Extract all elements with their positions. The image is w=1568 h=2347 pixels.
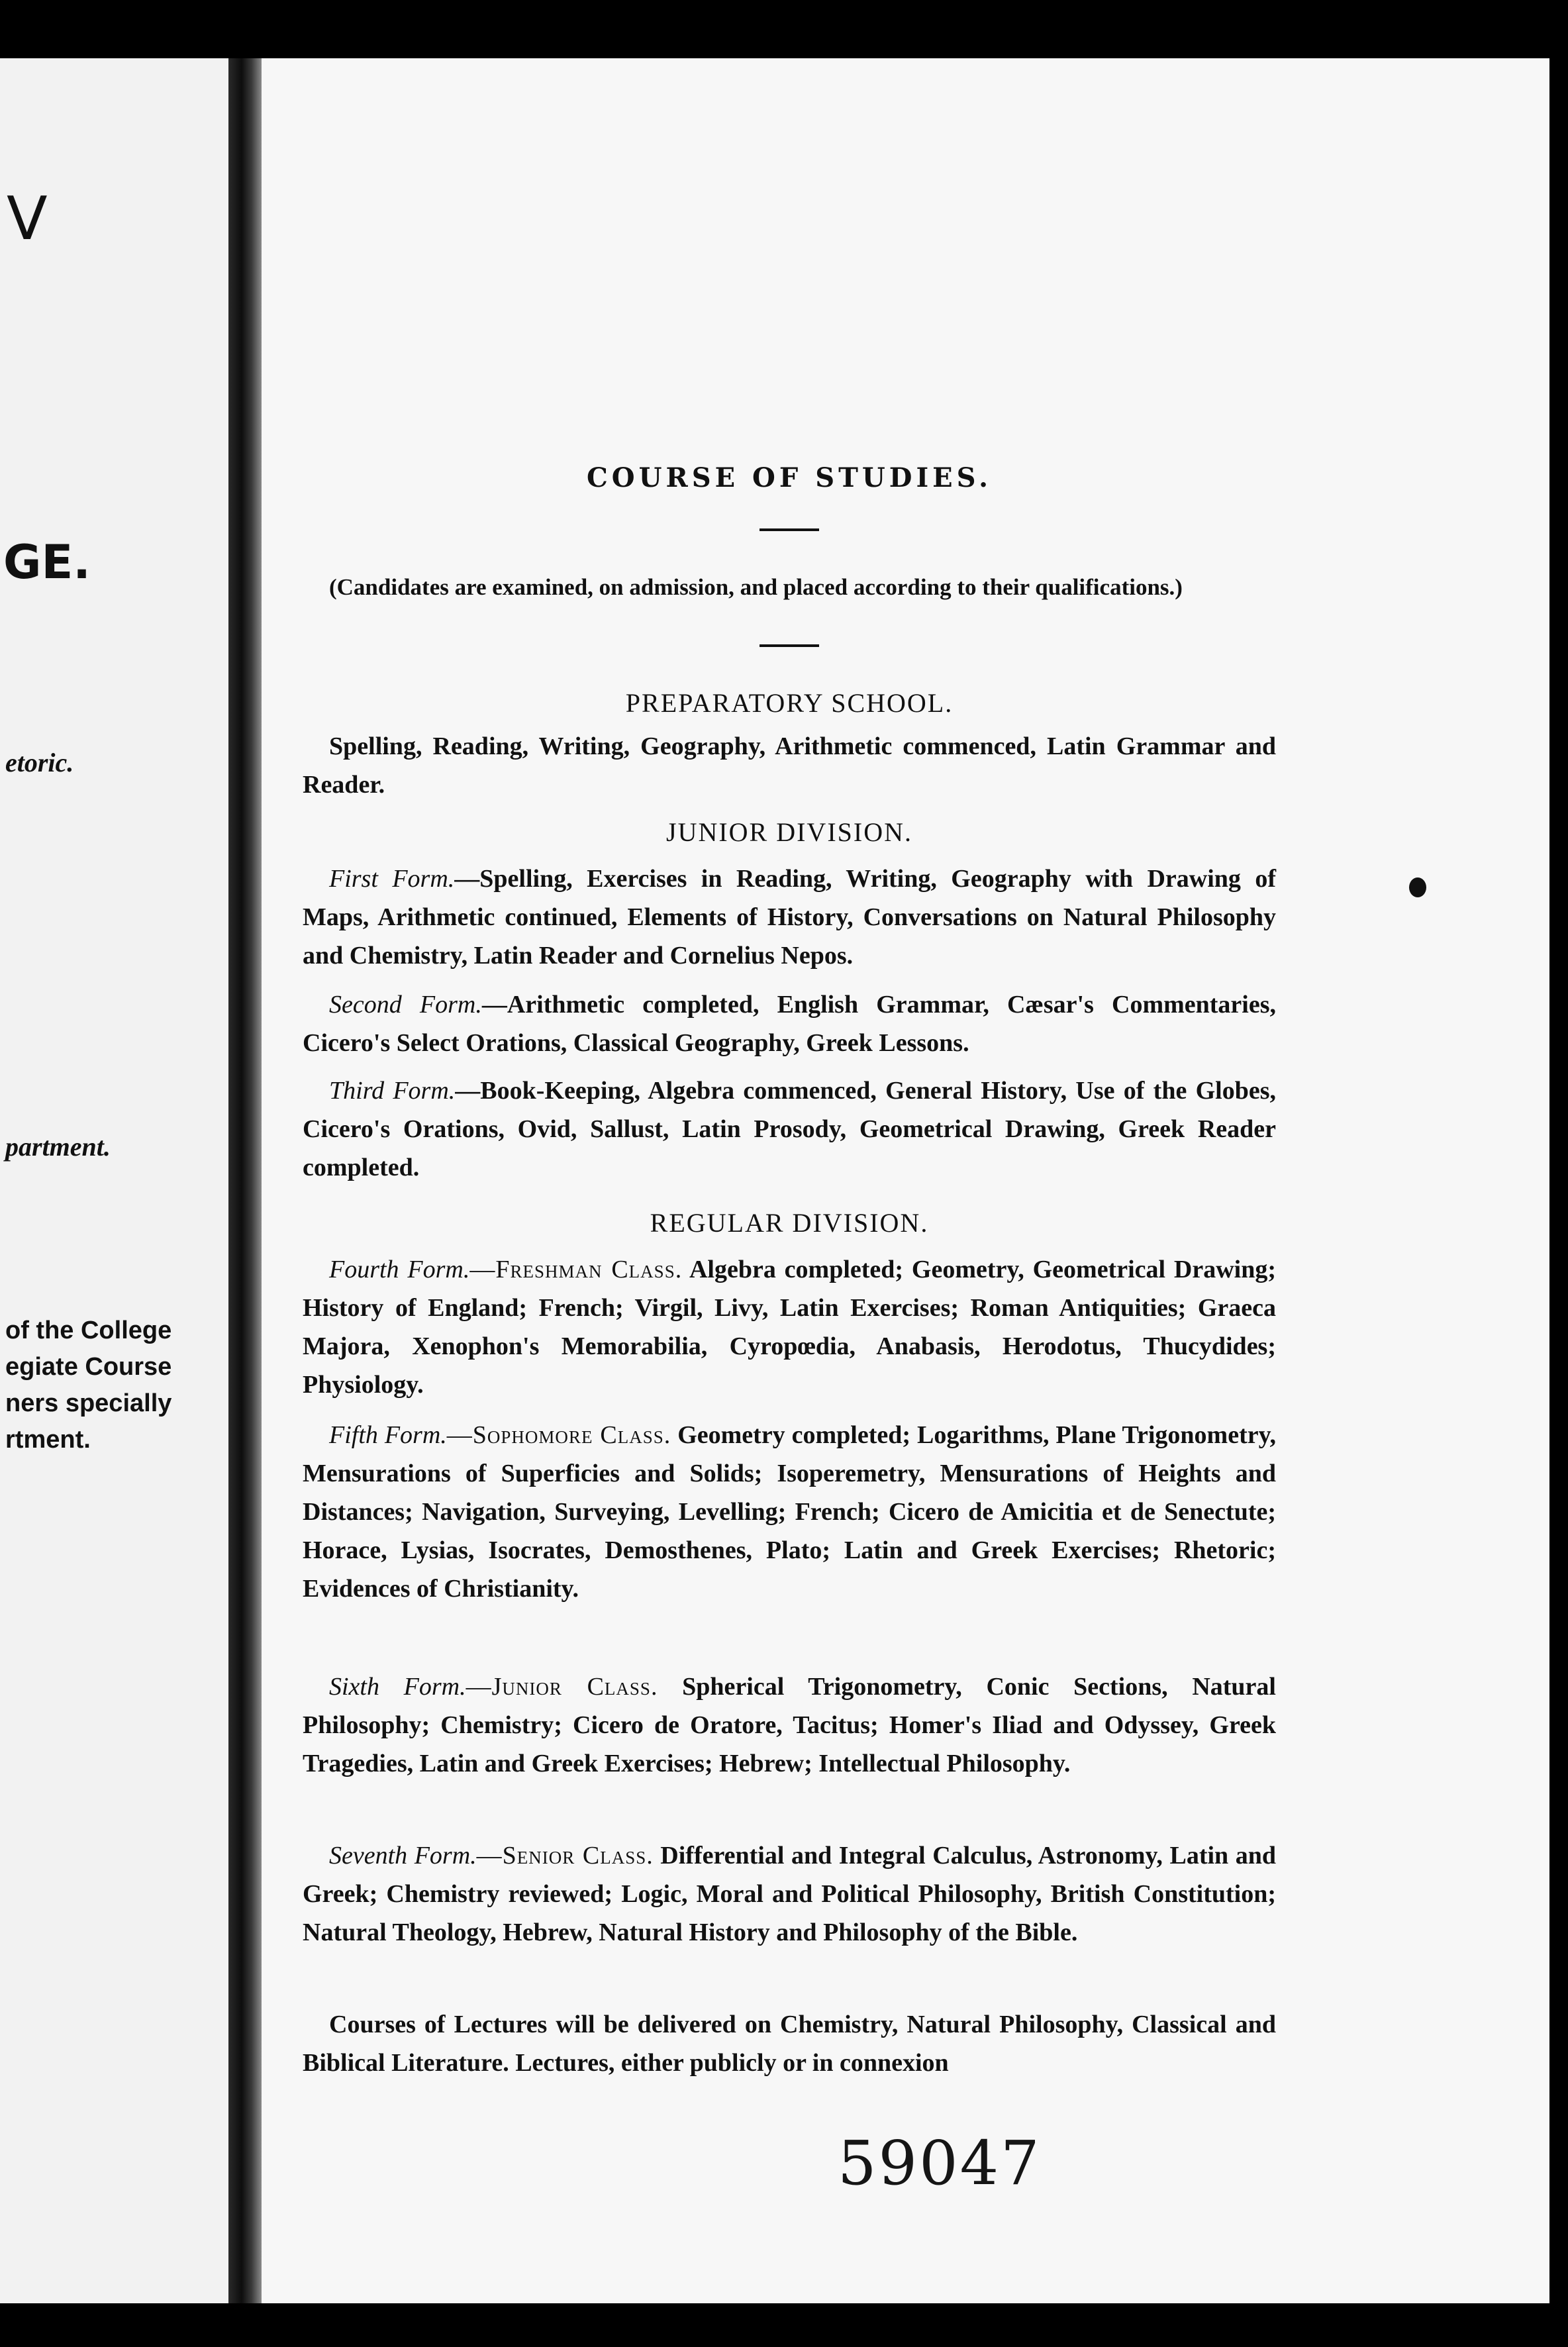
second-form-paragraph	[303, 985, 1276, 1062]
preparatory-text-body: Spelling, Reading, Writing, Geography, Arithmetic commenced, Latin Grammar and Reader.	[303, 732, 1276, 799]
preparatory-heading: PREPARATORY SCHOOL.	[625, 688, 954, 718]
sixth-form-paragraph	[303, 1668, 1276, 1783]
third-form-paragraph	[303, 1072, 1276, 1187]
third-form-label: Third Form.	[329, 1077, 456, 1105]
left-rhetoric-fragment: etoric.	[5, 748, 74, 777]
left-glyph-v: V	[7, 184, 48, 254]
first-form-paragraph	[303, 860, 1276, 975]
lectures-paragraph	[303, 2005, 1276, 2082]
fourth-form-label: Fourth Form.	[329, 1256, 470, 1283]
left-heading-fragment: GE.	[3, 535, 91, 589]
seventh-form-paragraph	[303, 1836, 1276, 1952]
seventh-form-text: Differential and Integral Calculus, Astronomy, Latin and Greek; Chemistry reviewed; Logic, Moral and Political Philosophy, British Constitution; Natural Theology, Hebrew, Natural History and Philosophy of the Bible.	[303, 1842, 1277, 1946]
ink-blot	[1409, 877, 1426, 897]
seventh-form-class: —Senior Class.	[476, 1842, 654, 1870]
fifth-form-text: Geometry completed; Logarithms, Plane Trigonometry, Mensurations of Superficies and Solids; Isoperemetry, Mensurations of Heights and Distances; Navigation, Surveying, Levelling; French; Cicero de Amicitia et de Senectute; Horace, Lysias, Isocrates, Demosthenes, Plato; Latin and Greek Exercises; Rhetoric; Evidences of Christianity.	[303, 1421, 1276, 1603]
left-college-line-1: of the College	[5, 1317, 172, 1344]
left-page-fragment	[0, 58, 228, 2303]
preparatory-text	[303, 727, 1276, 804]
sixth-form-class: —Junior Class.	[466, 1673, 658, 1701]
fifth-form-label: Fifth Form.	[329, 1421, 447, 1449]
intro-text: (Candidates are examined, on admission, and placed according to their qualifications.)	[329, 574, 1183, 600]
main-page	[262, 58, 1549, 2303]
sixth-form-text: Spherical Trigonometry, Conic Sections, Natural Philosophy; Chemistry; Cicero de Oratore, Tacitus; Homer's Iliad and Odyssey, Greek Tragedies, Latin and Greek Exercises; Hebrew; Intellectual Philosophy.	[303, 1673, 1276, 1777]
sixth-form-label: Sixth Form.	[329, 1673, 466, 1701]
fourth-form-class: —Freshman Class.	[469, 1256, 683, 1283]
title-rule	[760, 528, 819, 531]
left-college-line-4: rtment.	[5, 1426, 91, 1454]
left-college-line-3: ners specially	[5, 1389, 172, 1417]
intro-rule	[760, 644, 819, 647]
first-form-text: —Spelling, Exercises in Reading, Writing, Geography with Drawing of Maps, Arithmetic continued, Elements of History, Conversations on Natural Philosophy and Chemistry, Latin Reader and Cornelius Nepos.	[303, 865, 1276, 970]
second-form-label: Second Form.	[329, 991, 482, 1019]
third-form-text: —Book-Keeping, Algebra commenced, General History, Use of the Globes, Cicero's Orations, Ovid, Sallust, Latin Prosody, Geometrical Drawing, Greek Reader completed.	[303, 1077, 1277, 1181]
left-department-fragment: partment.	[5, 1132, 111, 1162]
seventh-form-label: Seventh Form.	[329, 1842, 477, 1870]
page-gutter-shadow	[228, 58, 262, 2303]
junior-heading: JUNIOR DIVISION.	[666, 817, 912, 847]
first-form-label: First Form.	[329, 865, 455, 893]
fifth-form-paragraph	[303, 1416, 1276, 1608]
regular-heading: REGULAR DIVISION.	[650, 1208, 929, 1238]
fifth-form-class: —Sophomore Class.	[446, 1421, 671, 1449]
second-form-text: —Arithmetic completed, English Grammar, Cæsar's Commentaries, Cicero's Select Orations, Classical Geography, Greek Lessons.	[303, 991, 1276, 1057]
page-title: COURSE OF STUDIES.	[586, 462, 993, 493]
accession-number-stamp: 59047	[838, 2128, 1042, 2199]
fourth-form-text: Algebra completed; Geometry, Geometrical Drawing; History of England; French; Virgil, Livy, Latin Exercises; Roman Antiquities; Graeca Majora, Xenophon's Memorabilia, Cyropœdia, Anabasis, Herodotus, Thucydides; Physiology.	[303, 1256, 1276, 1399]
left-college-line-2: egiate Course	[5, 1353, 172, 1381]
fourth-form-paragraph	[303, 1250, 1276, 1404]
lectures-text: Courses of Lectures will be delivered on Chemistry, Natural Philosophy, Classical and Biblical Literature. Lectures, either publicly or in connexion	[303, 2011, 1276, 2077]
